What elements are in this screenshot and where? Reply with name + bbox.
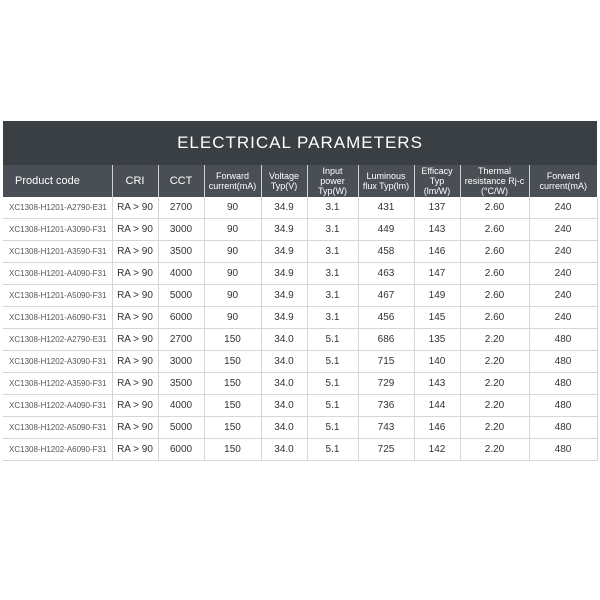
cell-cri: RA > 90 (112, 219, 158, 241)
cell-luminous-flux: 715 (358, 351, 414, 373)
cell-luminous-flux: 431 (358, 197, 414, 219)
column-header-forward-current: Forward current(mA) (204, 165, 261, 197)
cell-forward-current-max: 480 (529, 439, 597, 461)
cell-product-code: XC1308-H1202-A2790-E31 (3, 329, 112, 351)
table-row (3, 395, 597, 417)
cell-thermal-resistance: 2.20 (460, 395, 529, 417)
cell-forward-current: 90 (204, 285, 261, 307)
cell-forward-current: 150 (204, 373, 261, 395)
table-row (3, 307, 597, 329)
cell-forward-current-max: 240 (529, 197, 597, 219)
column-header-input-power: Input power Typ(W) (307, 165, 358, 197)
cell-voltage: 34.0 (261, 395, 307, 417)
cell-product-code: XC1308-H1202-A5090-F31 (3, 417, 112, 439)
cell-thermal-resistance: 2.60 (460, 285, 529, 307)
cell-thermal-resistance: 2.20 (460, 373, 529, 395)
cell-efficacy: 140 (414, 351, 460, 373)
cell-luminous-flux: 743 (358, 417, 414, 439)
cell-thermal-resistance: 2.60 (460, 241, 529, 263)
cell-product-code: XC1308-H1201-A2790-E31 (3, 197, 112, 219)
cell-voltage: 34.9 (261, 197, 307, 219)
cell-efficacy: 137 (414, 197, 460, 219)
cell-thermal-resistance: 2.20 (460, 439, 529, 461)
cell-product-code: XC1308-H1202-A3590-F31 (3, 373, 112, 395)
cell-forward-current-max: 240 (529, 307, 597, 329)
cell-cct: 4000 (158, 263, 204, 285)
cell-luminous-flux: 449 (358, 219, 414, 241)
column-header-cct: CCT (158, 165, 204, 197)
cell-product-code: XC1308-H1202-A3090-F31 (3, 351, 112, 373)
cell-efficacy: 143 (414, 219, 460, 241)
table-row (3, 439, 597, 461)
table-row (3, 197, 597, 219)
cell-luminous-flux: 456 (358, 307, 414, 329)
column-header-forward-current-max: Forward current(mA) (529, 165, 597, 197)
cell-cri: RA > 90 (112, 307, 158, 329)
column-header-voltage: Voltage Typ(V) (261, 165, 307, 197)
table-row (3, 219, 597, 241)
column-header-product-code: Product code (3, 165, 112, 197)
cell-cri: RA > 90 (112, 241, 158, 263)
column-header-thermal-resistance: Thermal resistance Rj-c (°C/W) (460, 165, 529, 197)
cell-cri: RA > 90 (112, 373, 158, 395)
cell-forward-current: 150 (204, 439, 261, 461)
cell-efficacy: 145 (414, 307, 460, 329)
table-row (3, 329, 597, 351)
cell-forward-current-max: 240 (529, 285, 597, 307)
cell-cri: RA > 90 (112, 351, 158, 373)
cell-voltage: 34.9 (261, 241, 307, 263)
cell-voltage: 34.9 (261, 219, 307, 241)
cell-voltage: 34.0 (261, 417, 307, 439)
cell-efficacy: 135 (414, 329, 460, 351)
table-body (3, 197, 597, 461)
cell-input-power: 5.1 (307, 329, 358, 351)
cell-voltage: 34.0 (261, 329, 307, 351)
cell-forward-current: 90 (204, 307, 261, 329)
cell-input-power: 3.1 (307, 307, 358, 329)
cell-luminous-flux: 729 (358, 373, 414, 395)
cell-thermal-resistance: 2.20 (460, 329, 529, 351)
cell-thermal-resistance: 2.60 (460, 219, 529, 241)
cell-input-power: 5.1 (307, 351, 358, 373)
cell-product-code: XC1308-H1201-A3090-F31 (3, 219, 112, 241)
header-row (3, 165, 597, 197)
cell-cct: 6000 (158, 439, 204, 461)
cell-forward-current-max: 240 (529, 241, 597, 263)
cell-input-power: 5.1 (307, 373, 358, 395)
cell-forward-current-max: 480 (529, 373, 597, 395)
column-header-cri: CRI (112, 165, 158, 197)
cell-cct: 2700 (158, 197, 204, 219)
cell-forward-current: 90 (204, 241, 261, 263)
cell-cct: 5000 (158, 285, 204, 307)
cell-product-code: XC1308-H1201-A5090-F31 (3, 285, 112, 307)
cell-cct: 3500 (158, 241, 204, 263)
electrical-parameters-panel (3, 121, 597, 461)
cell-efficacy: 142 (414, 439, 460, 461)
cell-cri: RA > 90 (112, 417, 158, 439)
table-row (3, 373, 597, 395)
cell-cri: RA > 90 (112, 285, 158, 307)
cell-efficacy: 147 (414, 263, 460, 285)
cell-cct: 5000 (158, 417, 204, 439)
cell-input-power: 3.1 (307, 241, 358, 263)
cell-product-code: XC1308-H1201-A6090-F31 (3, 307, 112, 329)
cell-product-code: XC1308-H1201-A3590-F31 (3, 241, 112, 263)
cell-efficacy: 146 (414, 417, 460, 439)
cell-forward-current-max: 480 (529, 395, 597, 417)
cell-input-power: 3.1 (307, 263, 358, 285)
cell-input-power: 3.1 (307, 285, 358, 307)
cell-forward-current: 150 (204, 351, 261, 373)
cell-cri: RA > 90 (112, 197, 158, 219)
cell-thermal-resistance: 2.20 (460, 351, 529, 373)
cell-voltage: 34.0 (261, 439, 307, 461)
cell-luminous-flux: 725 (358, 439, 414, 461)
cell-forward-current: 150 (204, 329, 261, 351)
cell-luminous-flux: 467 (358, 285, 414, 307)
cell-thermal-resistance: 2.60 (460, 197, 529, 219)
cell-forward-current: 90 (204, 263, 261, 285)
cell-input-power: 5.1 (307, 417, 358, 439)
cell-cct: 2700 (158, 329, 204, 351)
parameters-table (3, 165, 598, 461)
cell-efficacy: 149 (414, 285, 460, 307)
cell-luminous-flux: 463 (358, 263, 414, 285)
cell-voltage: 34.9 (261, 307, 307, 329)
cell-input-power: 3.1 (307, 219, 358, 241)
cell-forward-current: 90 (204, 197, 261, 219)
cell-cri: RA > 90 (112, 329, 158, 351)
cell-forward-current-max: 240 (529, 263, 597, 285)
cell-luminous-flux: 736 (358, 395, 414, 417)
cell-thermal-resistance: 2.20 (460, 417, 529, 439)
table-row (3, 417, 597, 439)
cell-cri: RA > 90 (112, 263, 158, 285)
cell-luminous-flux: 686 (358, 329, 414, 351)
cell-input-power: 3.1 (307, 197, 358, 219)
cell-efficacy: 144 (414, 395, 460, 417)
table-row (3, 241, 597, 263)
cell-thermal-resistance: 2.60 (460, 263, 529, 285)
cell-input-power: 5.1 (307, 439, 358, 461)
cell-cct: 3000 (158, 219, 204, 241)
cell-forward-current-max: 240 (529, 219, 597, 241)
cell-forward-current: 90 (204, 219, 261, 241)
cell-cct: 6000 (158, 307, 204, 329)
cell-efficacy: 146 (414, 241, 460, 263)
cell-forward-current: 150 (204, 417, 261, 439)
cell-voltage: 34.0 (261, 351, 307, 373)
cell-forward-current: 150 (204, 395, 261, 417)
cell-cri: RA > 90 (112, 395, 158, 417)
cell-input-power: 5.1 (307, 395, 358, 417)
cell-voltage: 34.9 (261, 285, 307, 307)
cell-voltage: 34.9 (261, 263, 307, 285)
cell-voltage: 34.0 (261, 373, 307, 395)
cell-luminous-flux: 458 (358, 241, 414, 263)
column-header-efficacy: Efficacy Typ (lm/W) (414, 165, 460, 197)
cell-forward-current-max: 480 (529, 417, 597, 439)
cell-cct: 3000 (158, 351, 204, 373)
cell-forward-current-max: 480 (529, 351, 597, 373)
table-title: ELECTRICAL PARAMETERS (3, 121, 597, 165)
cell-cct: 4000 (158, 395, 204, 417)
cell-cct: 3500 (158, 373, 204, 395)
column-header-luminous-flux: Luminous flux Typ(lm) (358, 165, 414, 197)
cell-product-code: XC1308-H1202-A6090-F31 (3, 439, 112, 461)
table-row (3, 351, 597, 373)
cell-efficacy: 143 (414, 373, 460, 395)
cell-product-code: XC1308-H1201-A4090-F31 (3, 263, 112, 285)
cell-forward-current-max: 480 (529, 329, 597, 351)
cell-thermal-resistance: 2.60 (460, 307, 529, 329)
cell-product-code: XC1308-H1202-A4090-F31 (3, 395, 112, 417)
table-row (3, 285, 597, 307)
table-row (3, 263, 597, 285)
cell-cri: RA > 90 (112, 439, 158, 461)
